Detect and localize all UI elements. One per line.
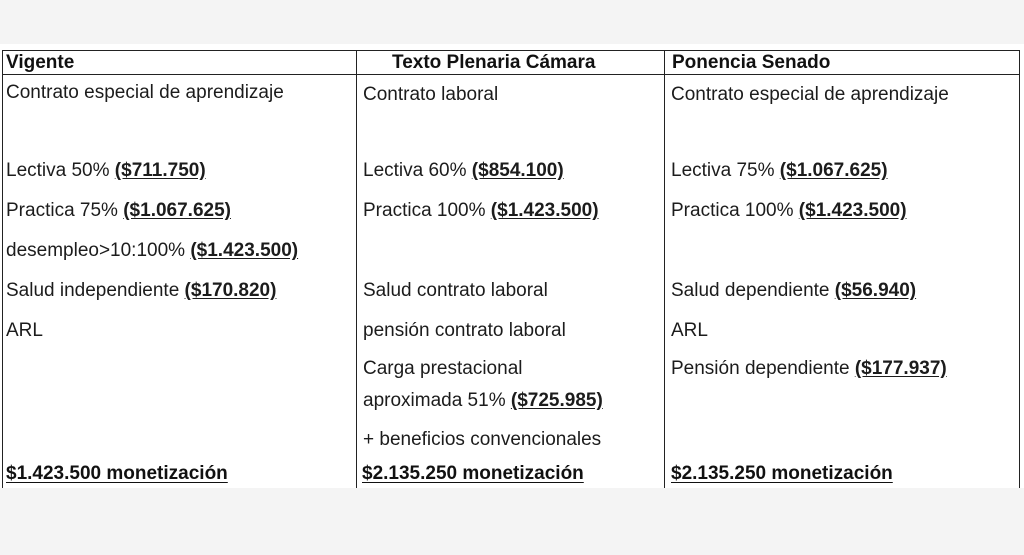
- vigente-total: $1.423.500 monetización: [6, 463, 228, 484]
- vigente-salud-amount: ($170.820): [184, 280, 277, 301]
- camara-lectiva-label: Lectiva 60%: [363, 160, 472, 181]
- vigente-desempleo-label: desempleo>10:100%: [6, 240, 191, 261]
- camara-pension: pensión contrato laboral: [363, 320, 566, 341]
- senado-arl: ARL: [671, 320, 708, 341]
- senado-total: $2.135.250 monetización: [671, 463, 893, 484]
- senado-pension: [671, 358, 947, 380]
- senado-lectiva-label: Lectiva 75%: [671, 160, 780, 181]
- vigente-practica-label: Practica 75%: [6, 200, 124, 221]
- column-divider-1: [356, 50, 357, 488]
- vigente-practica: [6, 200, 231, 222]
- senado-salud-label: Salud dependiente: [671, 280, 835, 301]
- camara-lectiva-amount: ($854.100): [471, 160, 564, 181]
- vigente-contract: Contrato especial de aprendizaje: [6, 82, 284, 103]
- senado-salud: [671, 280, 916, 302]
- vigente-salud: [6, 280, 276, 302]
- senado-lectiva: [671, 160, 888, 182]
- header-vigente: Vigente: [6, 52, 75, 73]
- camara-contract: Contrato laboral: [363, 84, 499, 105]
- table-right-border: [1019, 50, 1020, 488]
- vigente-lectiva: [6, 160, 206, 182]
- vigente-desempleo-amount: ($1.423.500): [190, 240, 299, 261]
- comparison-table: [0, 44, 1024, 488]
- vigente-practica-amount: ($1.067.625): [123, 200, 231, 221]
- senado-practica: [671, 200, 907, 222]
- camara-carga-amount: ($725.985): [510, 390, 603, 411]
- header-bottom-border: [2, 74, 1020, 75]
- camara-practica: [363, 200, 599, 222]
- camara-carga-line2: [363, 390, 603, 412]
- senado-practica-amount: ($1.423.500): [798, 200, 907, 221]
- header-ponencia-senado: Ponencia Senado: [672, 52, 831, 73]
- senado-pension-amount: ($177.937): [854, 358, 947, 379]
- camara-salud: Salud contrato laboral: [363, 280, 548, 301]
- camara-practica-amount: ($1.423.500): [490, 200, 599, 221]
- table-top-border: [2, 50, 1020, 51]
- vigente-arl: ARL: [6, 320, 43, 341]
- header-texto-plenaria-camara: Texto Plenaria Cámara: [392, 52, 596, 73]
- senado-lectiva-amount: ($1.067.625): [779, 160, 888, 181]
- table-left-border: [2, 50, 3, 488]
- camara-practica-label: Practica 100%: [363, 200, 491, 221]
- camara-beneficios: + beneficios convencionales: [363, 429, 602, 450]
- senado-salud-amount: ($56.940): [834, 280, 917, 301]
- camara-carga-label: aproximada 51%: [363, 390, 511, 411]
- vigente-lectiva-label: Lectiva 50%: [6, 160, 115, 181]
- camara-carga-line1: Carga prestacional: [363, 358, 523, 379]
- vigente-desempleo: [6, 240, 298, 262]
- vigente-salud-label: Salud independiente: [6, 280, 185, 301]
- senado-contract: Contrato especial de aprendizaje: [671, 84, 949, 105]
- senado-pension-label: Pensión dependiente: [671, 358, 855, 379]
- camara-lectiva: [363, 160, 564, 182]
- column-divider-2: [664, 50, 665, 488]
- senado-practica-label: Practica 100%: [671, 200, 799, 221]
- bottom-margin: [0, 488, 1024, 555]
- vigente-lectiva-amount: ($711.750): [114, 160, 206, 181]
- top-margin: [0, 0, 1024, 44]
- camara-total: $2.135.250 monetización: [362, 463, 584, 484]
